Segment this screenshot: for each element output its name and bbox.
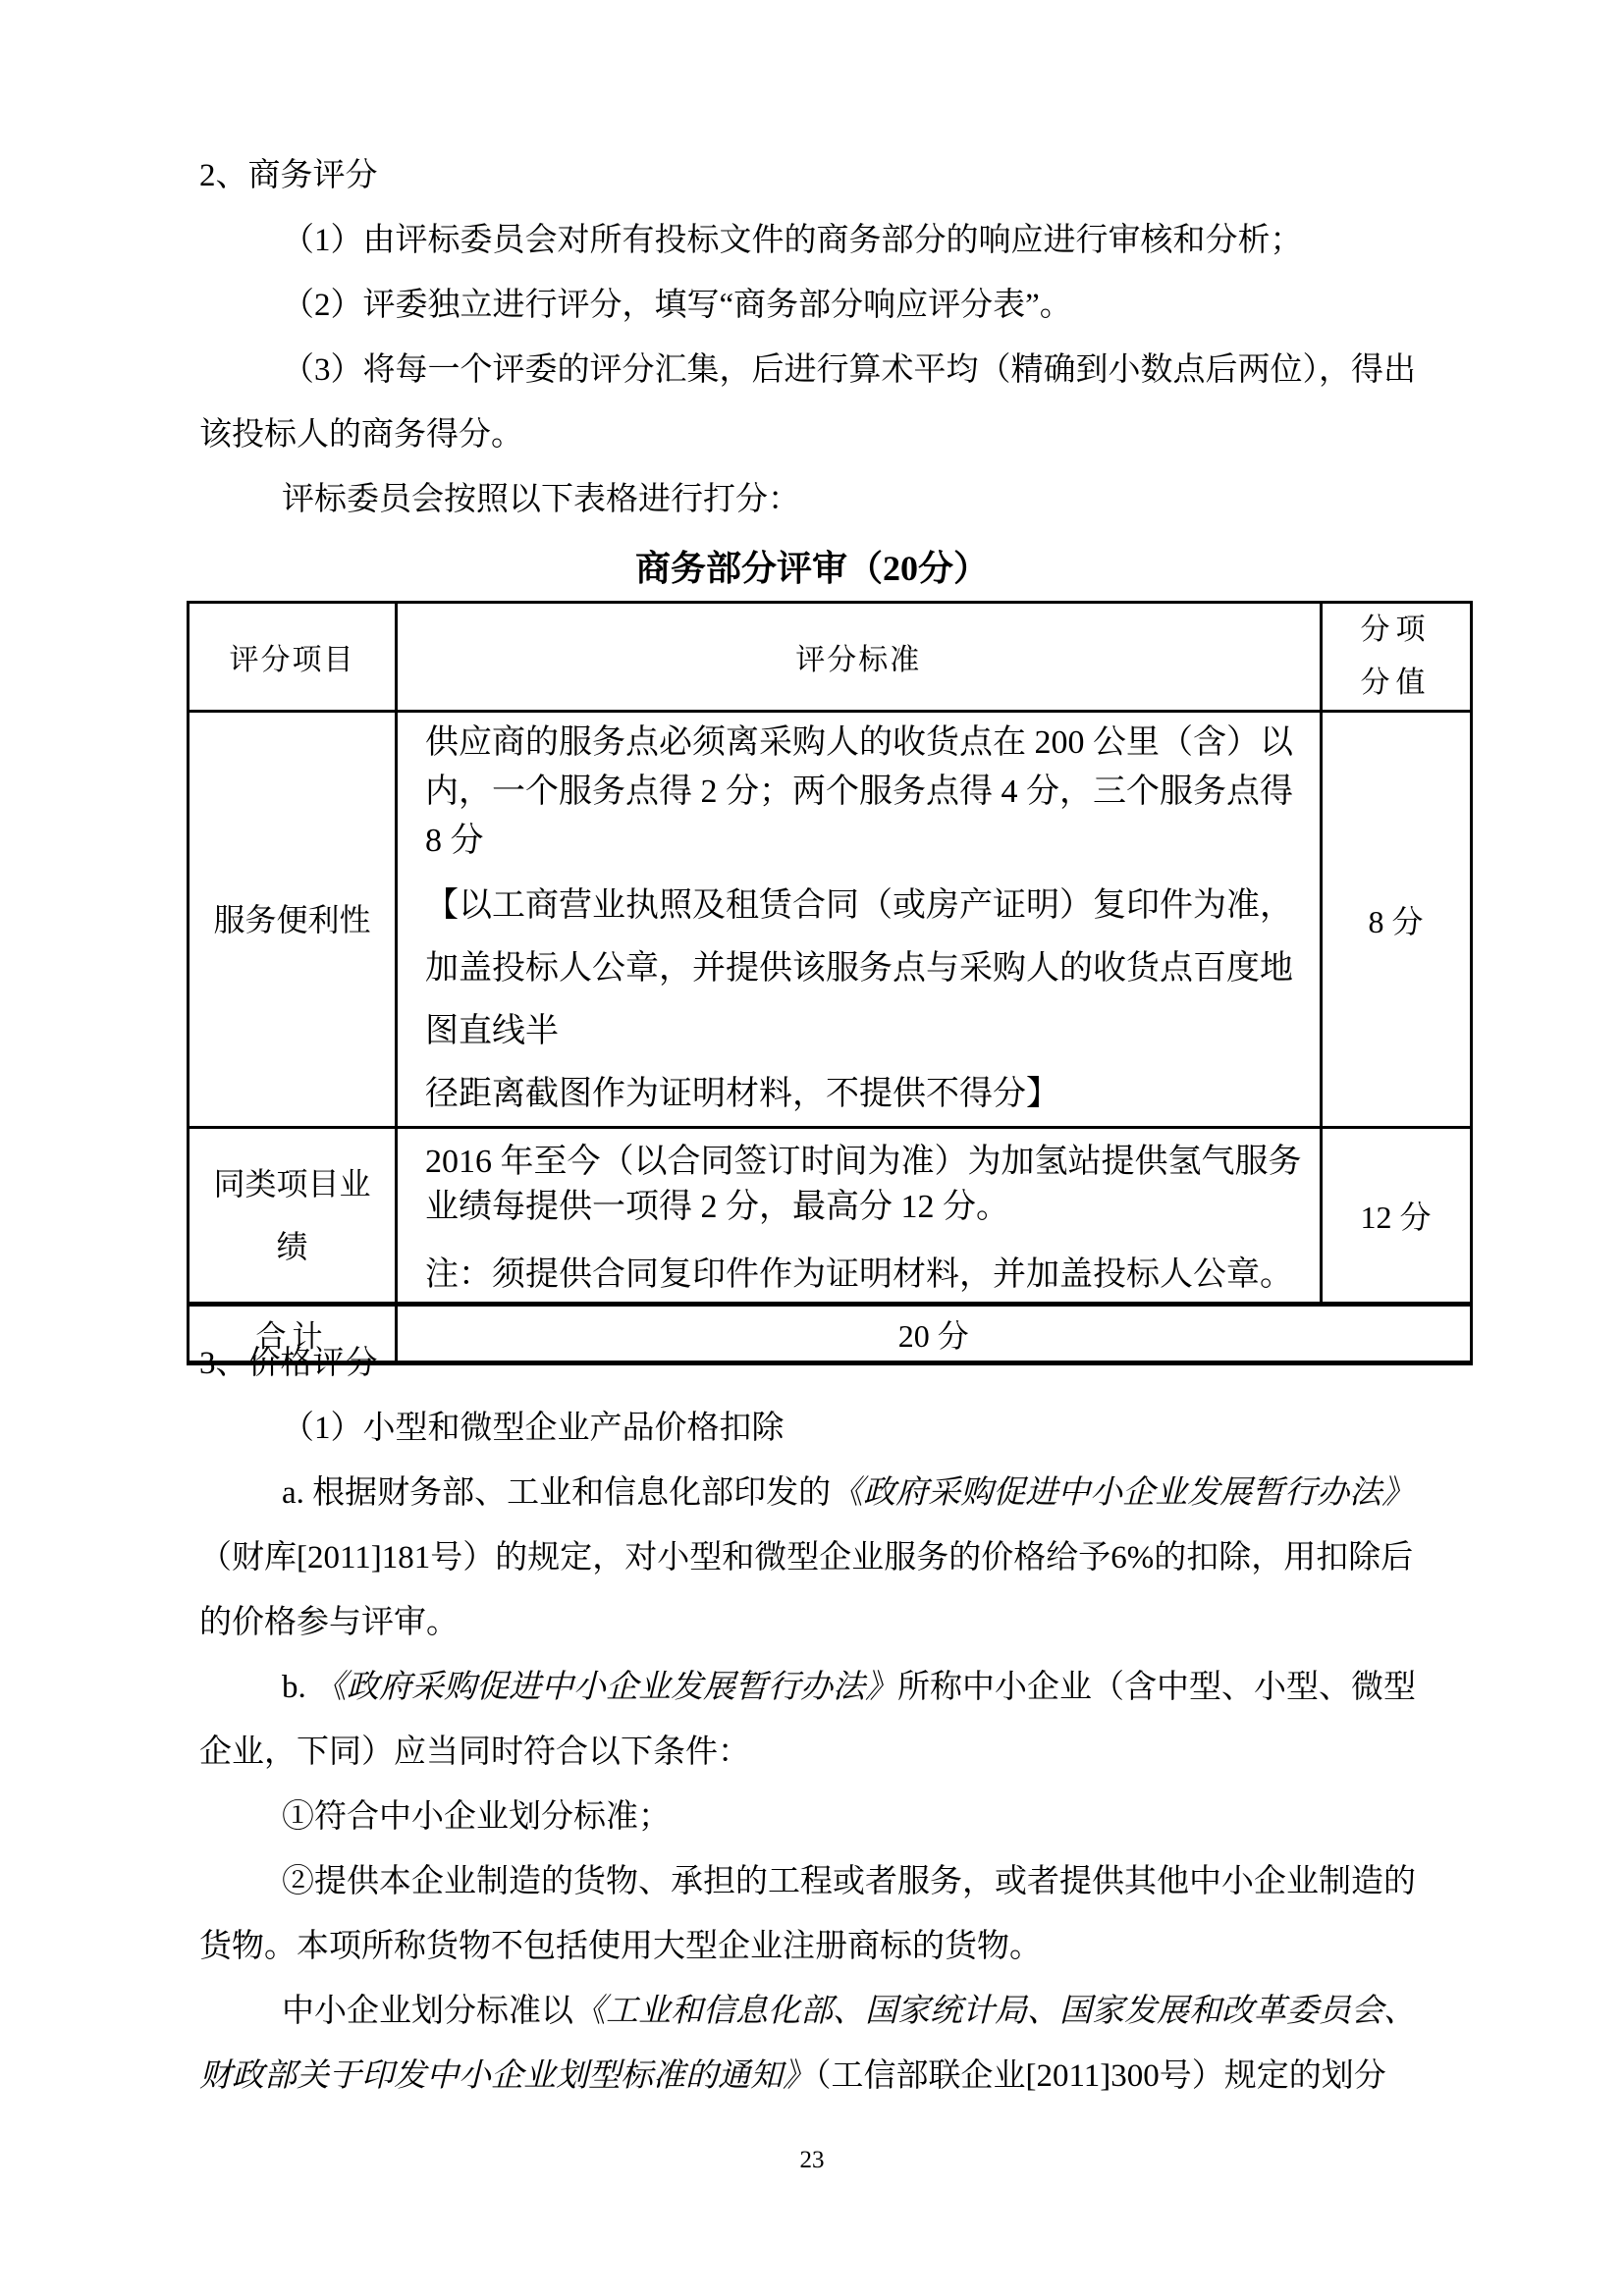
header-cell-score [1321, 603, 1471, 712]
text-line [199, 1525, 1438, 1590]
score-cell: 8 分 [1321, 712, 1471, 1128]
text-run: 的价格参与评审。 [199, 1605, 459, 1640]
section-price-scoring [199, 1331, 1438, 2109]
text-line [199, 208, 1438, 273]
text-line: 径距离截图作为证明材料，不提供不得分】 [425, 1076, 1059, 1112]
text-line: 同类项目业 [213, 1166, 371, 1201]
text-line: 服务便利性 [213, 901, 371, 937]
item-cell [189, 712, 397, 1128]
header-cell-item: 评分项目 [189, 603, 397, 712]
criteria-cell [397, 712, 1322, 1128]
table-row-similar-projects [189, 1128, 1472, 1305]
text-run: 该投标人的商务得分。 [199, 417, 523, 453]
total-label-cell: 合计 [189, 1305, 397, 1363]
text-run: 企业，下同）应当同时符合以下条件： [199, 1735, 750, 1770]
text-run: （工信部联企业[2011]300号）规定的划分 [815, 2058, 1386, 2094]
text-line: 绩 [276, 1229, 308, 1264]
header-cell-criteria: 评分标准 [397, 603, 1322, 712]
text-run: （1）小型和微型企业产品价格扣除 [282, 1411, 785, 1446]
text-line: 8 分 [425, 823, 484, 859]
total-value-cell: 20 分 [397, 1305, 1472, 1363]
text-line: 加盖投标人公章，并提供该服务点与采购人的收货点百度地 [425, 950, 1293, 987]
text-line [199, 2044, 1438, 2109]
text-line [199, 1396, 1438, 1461]
text-line [199, 402, 1438, 467]
criteria-note [425, 875, 1302, 1126]
text-run: 2、商务评分 [199, 158, 378, 193]
text-line [199, 1914, 1438, 1979]
text-line [199, 273, 1438, 338]
text-line: 注：须提供合同复印件作为证明材料，并加盖投标人公章。 [425, 1255, 1293, 1293]
item-cell [189, 1128, 397, 1305]
text-line [199, 1849, 1438, 1914]
criteria-note [425, 1253, 1302, 1298]
text-run: （1）由评标委员会对所有投标文件的商务部分的响应进行审核和分析； [282, 223, 1303, 258]
text-run: ②提供本企业制造的货物、承担的工程或者服务，或者提供其他中小企业制造的 [282, 1864, 1416, 1899]
italic-text-run: 财政部关于印发中小企业划型标准的通知》 [199, 2058, 815, 2094]
table-title: 商务部分评审（20分） [634, 549, 989, 588]
criteria-intro [425, 719, 1302, 866]
text-run: 所称中小企业（含中型、小型、微型 [897, 1670, 1416, 1705]
italic-text-run: 《工业和信息化部、国家统计局、国家发展和改革委员会、 [573, 1994, 1416, 2029]
score-cell: 12 分 [1321, 1128, 1471, 1305]
italic-text-run: 《政府采购促进中小企业发展暂行办法》 [831, 1475, 1415, 1511]
text-line [199, 143, 1438, 208]
text-line [199, 467, 1438, 532]
criteria-cell [397, 1128, 1322, 1305]
text-line [199, 1785, 1438, 1849]
text-line [199, 1655, 1438, 1720]
text-line [199, 1720, 1438, 1785]
text-run: （财库[2011]181号）的规定，对小型和微型企业服务的价格给予6%的扣除，用扣除后 [199, 1540, 1414, 1575]
table-header-row [189, 603, 1472, 712]
section-business-scoring [199, 143, 1438, 532]
text-line: 2016 年至今（以合同签订时间为准）为加氢站提供氢气服务 [425, 1143, 1302, 1180]
italic-text-run: 《政府采购促进中小企业发展暂行办法》 [314, 1670, 897, 1705]
criteria-intro [425, 1140, 1302, 1230]
text-line: 图直线半 [425, 1013, 559, 1049]
text-line: 业绩每提供一项得 2 分，最高分 12 分。 [425, 1188, 1009, 1225]
text-run: a. 根据财务部、工业和信息化部印发的 [282, 1475, 832, 1511]
text-run: （2）评委独立进行评分，填写“商务部分响应评分表”。 [282, 288, 1072, 323]
header-score-line2: 分值 [1360, 667, 1432, 699]
page-number: 23 [799, 2147, 825, 2173]
text-run: 中小企业划分标准以 [282, 1994, 573, 2029]
text-line [199, 1461, 1438, 1525]
business-evaluation-table [187, 601, 1473, 1365]
text-run: b. [282, 1670, 314, 1705]
text-line [199, 1979, 1438, 2044]
text-run: 3、价格评分 [199, 1346, 378, 1381]
text-line: 供应商的服务点必须离采购人的收货点在 200 公里（含）以 [425, 724, 1293, 761]
text-run: ①符合中小企业划分标准； [282, 1799, 671, 1835]
text-line [199, 1331, 1438, 1396]
text-line: 内，一个服务点得 2 分；两个服务点得 4 分，三个服务点得 [425, 774, 1293, 810]
text-line [199, 1590, 1438, 1655]
header-score-line1: 分项 [1360, 614, 1432, 646]
text-line: 【以工商营业执照及租赁合同（或房产证明）复印件为准， [425, 887, 1293, 924]
text-run: 货物。本项所称货物不包括使用大型企业注册商标的货物。 [199, 1929, 1042, 1964]
text-run: 评标委员会按照以下表格进行打分： [282, 482, 800, 517]
table-row-service-convenience [189, 712, 1472, 1128]
text-line [199, 338, 1438, 402]
text-run: （3）将每一个评委的评分汇集，后进行算术平均（精确到小数点后两位），得出 [282, 352, 1416, 388]
